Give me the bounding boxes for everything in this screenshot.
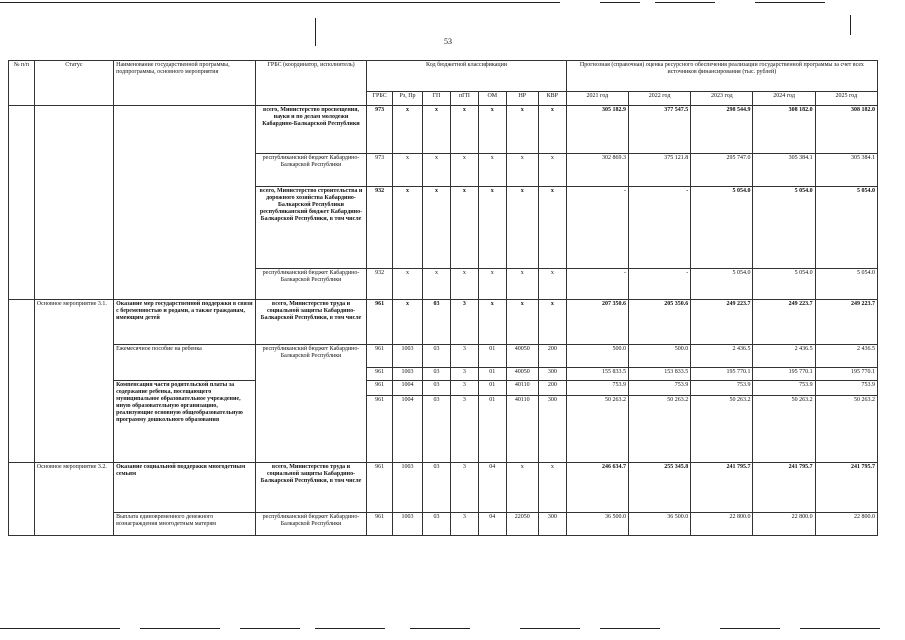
value-cell: 2 436.5: [691, 345, 753, 368]
value-cell: 5 054.0: [753, 269, 815, 300]
code-cell: х: [450, 187, 478, 269]
value-cell: 241 795.7: [691, 463, 753, 513]
code-cell: 40110: [506, 396, 538, 463]
value-cell: 377 547.5: [629, 106, 691, 154]
status-cell: Основное мероприятие 3.2.: [34, 463, 113, 536]
code-cell: х: [393, 106, 423, 154]
code-cell: 1003: [393, 345, 423, 368]
value-cell: 195 770.1: [691, 368, 753, 381]
code-cell: 1004: [393, 396, 423, 463]
code-cell: 961: [367, 300, 393, 345]
num-cell: [9, 463, 35, 536]
value-cell: 500.0: [629, 345, 691, 368]
code-cell: 961: [367, 463, 393, 513]
subheader-cell: 2022 год: [629, 92, 691, 106]
value-cell: 36 500.0: [566, 513, 628, 536]
value-cell: 308 182.0: [753, 106, 815, 154]
code-cell: 03: [423, 300, 451, 345]
code-cell: 300: [538, 368, 566, 381]
code-cell: 03: [423, 513, 451, 536]
value-cell: 295 747.0: [691, 154, 753, 187]
value-cell: 753.9: [566, 381, 628, 396]
grbs-cell: всего, Министерство труда и социальной защиты Кабардино-Балкарской Республики, в том числе: [255, 463, 367, 513]
code-cell: 3: [450, 345, 478, 368]
scan-artifact: [720, 628, 780, 629]
value-cell: 753.9: [815, 381, 877, 396]
value-cell: 249 223.7: [691, 300, 753, 345]
value-cell: 50 263.2: [629, 396, 691, 463]
code-cell: 961: [367, 381, 393, 396]
code-cell: 961: [367, 396, 393, 463]
code-cell: 40110: [506, 381, 538, 396]
header-forecast: Прогнозная (справочная) оценка ресурсного обеспечения реализации государственной программы за счет всех источников финансирования (тыс. рублей): [566, 61, 877, 92]
code-cell: х: [538, 106, 566, 154]
value-cell: 500.0: [566, 345, 628, 368]
header-kbk: Код бюджетной классификации: [367, 61, 567, 92]
name-cell: Выплата единовременного денежного вознаграждения многодетным матерям: [114, 513, 256, 536]
value-cell: 155 833.5: [566, 368, 628, 381]
code-cell: 961: [367, 513, 393, 536]
grbs-cell: республиканский бюджет Кабардино-Балкарской Республики: [255, 345, 367, 463]
scan-artifact: [240, 628, 300, 629]
subheader-cell: 2023 год: [691, 92, 753, 106]
value-cell: -: [629, 269, 691, 300]
value-cell: 195 770.1: [753, 368, 815, 381]
code-cell: х: [478, 106, 506, 154]
subheader-cell: НР: [506, 92, 538, 106]
subheader-cell: 2024 год: [753, 92, 815, 106]
value-cell: -: [629, 187, 691, 269]
value-cell: 249 223.7: [815, 300, 877, 345]
code-cell: х: [538, 154, 566, 187]
value-cell: 753.9: [629, 381, 691, 396]
subheader-cell: 2021 год: [566, 92, 628, 106]
value-cell: 22 800.0: [815, 513, 877, 536]
subheader-cell: ГП: [423, 92, 451, 106]
code-cell: х: [506, 106, 538, 154]
code-cell: х: [506, 463, 538, 513]
table-row: [9, 300, 878, 345]
value-cell: 298 544.9: [691, 106, 753, 154]
table-row: [9, 381, 878, 396]
subheader-cell: ГРБС: [367, 92, 393, 106]
value-cell: 241 795.7: [815, 463, 877, 513]
value-cell: 205 350.6: [629, 300, 691, 345]
value-cell: 255 345.8: [629, 463, 691, 513]
code-cell: х: [393, 269, 423, 300]
value-cell: -: [566, 187, 628, 269]
budget-table: [8, 60, 878, 536]
grbs-cell: всего, Министерство строительства и дорожного хозяйства Кабардино-Балкарской Республики республиканский бюджет Кабардино-Балкарской Республики, в том числе: [255, 187, 367, 269]
grbs-cell: республиканский бюджет Кабардино-Балкарской Республики: [255, 513, 367, 536]
code-cell: х: [450, 269, 478, 300]
grbs-cell: всего, Министерство труда и социальной защиты Кабардино-Балкарской Республики, в том числе: [255, 300, 367, 345]
scan-artifact: [520, 628, 580, 629]
value-cell: 153 833.5: [629, 368, 691, 381]
subheader-cell: ОМ: [478, 92, 506, 106]
scan-artifact: [800, 628, 880, 629]
value-cell: 302 869.3: [566, 154, 628, 187]
value-cell: 22 800.0: [753, 513, 815, 536]
value-cell: 5 054.0: [815, 269, 877, 300]
code-cell: 40050: [506, 368, 538, 381]
table-row: [9, 106, 878, 154]
code-cell: 300: [538, 513, 566, 536]
value-cell: 36 500.0: [629, 513, 691, 536]
code-cell: 973: [367, 154, 393, 187]
table-row: [9, 513, 878, 536]
code-cell: х: [506, 187, 538, 269]
value-cell: 753.9: [753, 381, 815, 396]
scan-artifact: [600, 628, 660, 629]
status-cell: Основное мероприятие 3.1.: [34, 300, 113, 463]
value-cell: 22 800.0: [691, 513, 753, 536]
code-cell: 932: [367, 269, 393, 300]
code-cell: х: [538, 187, 566, 269]
code-cell: 200: [538, 345, 566, 368]
code-cell: 40050: [506, 345, 538, 368]
code-cell: х: [423, 106, 451, 154]
header-num: № п/п: [9, 61, 35, 106]
code-cell: х: [393, 154, 423, 187]
code-cell: х: [423, 154, 451, 187]
value-cell: 207 350.6: [566, 300, 628, 345]
scan-artifact: [140, 628, 220, 629]
code-cell: 03: [423, 368, 451, 381]
code-cell: 300: [538, 396, 566, 463]
value-cell: 305 182.9: [566, 106, 628, 154]
value-cell: 241 795.7: [753, 463, 815, 513]
grbs-cell: всего, Министерство просвещения, науки и по делам молодежи Кабардино-Балкарской Республики: [255, 106, 367, 154]
code-cell: х: [538, 269, 566, 300]
value-cell: 50 263.2: [815, 396, 877, 463]
code-cell: 3: [450, 463, 478, 513]
code-cell: 3: [450, 513, 478, 536]
code-cell: 200: [538, 381, 566, 396]
code-cell: х: [450, 154, 478, 187]
code-cell: х: [423, 187, 451, 269]
code-cell: 1003: [393, 463, 423, 513]
value-cell: 5 054.0: [815, 187, 877, 269]
scan-artifact: [655, 2, 715, 3]
code-cell: 1003: [393, 513, 423, 536]
code-cell: 04: [478, 513, 506, 536]
name-cell: [114, 106, 256, 300]
scan-artifact: [755, 2, 825, 3]
code-cell: х: [506, 269, 538, 300]
name-cell: Компенсация части родительской платы за содержание ребенка, посещающего муниципальное образовательное учреждение, иную образовательную организацию, реализующие основную общеобразовательную программу дошкольного образования: [114, 381, 256, 463]
code-cell: 03: [423, 396, 451, 463]
subheader-cell: пГП: [450, 92, 478, 106]
scan-artifact: [0, 2, 560, 3]
code-cell: х: [478, 187, 506, 269]
scan-artifact: [850, 15, 851, 35]
code-cell: х: [478, 269, 506, 300]
code-cell: х: [450, 106, 478, 154]
code-cell: х: [506, 300, 538, 345]
code-cell: 1003: [393, 368, 423, 381]
scan-artifact: [315, 628, 385, 629]
value-cell: 50 263.2: [691, 396, 753, 463]
value-cell: 50 263.2: [566, 396, 628, 463]
code-cell: 04: [478, 463, 506, 513]
code-cell: 01: [478, 368, 506, 381]
code-cell: 961: [367, 368, 393, 381]
code-cell: х: [478, 300, 506, 345]
value-cell: 246 634.7: [566, 463, 628, 513]
value-cell: 2 436.5: [815, 345, 877, 368]
scan-artifact: [410, 628, 470, 629]
name-cell: Оказание мер государственной поддержки в связи с беременностью и родами, а также гражданам, имеющим детей: [114, 300, 256, 345]
value-cell: 305 384.1: [815, 154, 877, 187]
header-name: Наименование государственной программы, подпрограммы, основного мероприятия: [114, 61, 256, 106]
value-cell: 753.9: [691, 381, 753, 396]
num-cell: [9, 300, 35, 463]
header-grbs: ГРБС (координатор, исполнитель): [255, 61, 367, 106]
code-cell: 3: [450, 368, 478, 381]
code-cell: 3: [450, 381, 478, 396]
code-cell: х: [478, 154, 506, 187]
code-cell: х: [393, 187, 423, 269]
value-cell: 195 770.1: [815, 368, 877, 381]
name-cell: Ежемесячное пособие на ребенка: [114, 345, 256, 381]
value-cell: 5 054.0: [691, 269, 753, 300]
name-cell: Оказание социальной поддержки многодетным семьям: [114, 463, 256, 513]
code-cell: 01: [478, 345, 506, 368]
subheader-cell: Рз, Пр: [393, 92, 423, 106]
code-cell: 22050: [506, 513, 538, 536]
value-cell: 50 263.2: [753, 396, 815, 463]
scan-artifact: [600, 2, 640, 3]
code-cell: 3: [450, 396, 478, 463]
value-cell: 305 384.1: [753, 154, 815, 187]
code-cell: 3: [450, 300, 478, 345]
code-cell: 03: [423, 381, 451, 396]
grbs-cell: республиканский бюджет Кабардино-Балкарской Республики: [255, 269, 367, 300]
grbs-cell: республиканский бюджет Кабардино-Балкарской Республики: [255, 154, 367, 187]
code-cell: х: [393, 300, 423, 345]
code-cell: 01: [478, 396, 506, 463]
status-cell: [34, 106, 113, 300]
code-cell: 961: [367, 345, 393, 368]
table-header-row: [9, 61, 878, 92]
subheader-cell: КВР: [538, 92, 566, 106]
value-cell: 5 054.0: [753, 187, 815, 269]
value-cell: 249 223.7: [753, 300, 815, 345]
value-cell: 2 436.5: [753, 345, 815, 368]
page-number: 53: [444, 37, 452, 46]
subheader-cell: 2025 год: [815, 92, 877, 106]
table-row: [9, 345, 878, 368]
value-cell: -: [566, 269, 628, 300]
table-row: [9, 463, 878, 513]
code-cell: х: [423, 269, 451, 300]
code-cell: 01: [478, 381, 506, 396]
value-cell: 308 182.0: [815, 106, 877, 154]
code-cell: 932: [367, 187, 393, 269]
header-status: Статус: [34, 61, 113, 106]
scan-artifact: [0, 628, 120, 629]
code-cell: 973: [367, 106, 393, 154]
code-cell: х: [538, 463, 566, 513]
code-cell: 1004: [393, 381, 423, 396]
num-cell: [9, 106, 35, 300]
code-cell: х: [506, 154, 538, 187]
code-cell: 03: [423, 345, 451, 368]
value-cell: 375 121.8: [629, 154, 691, 187]
value-cell: 5 054.0: [691, 187, 753, 269]
code-cell: х: [538, 300, 566, 345]
code-cell: 03: [423, 463, 451, 513]
scan-artifact: [315, 18, 316, 46]
